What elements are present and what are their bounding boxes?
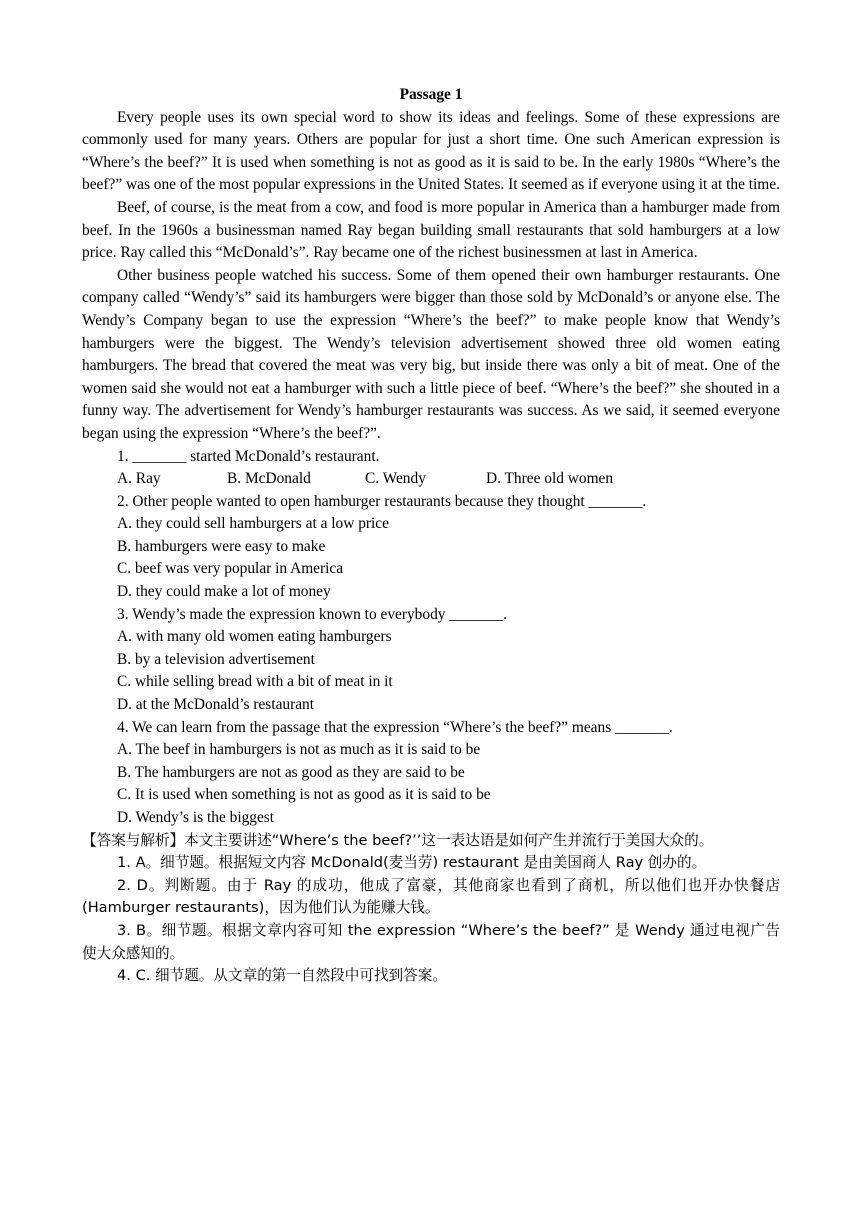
question-2-option-d: D. they could make a lot of money: [117, 583, 331, 601]
question-3-option-a: A. with many old women eating hamburgers: [117, 628, 392, 646]
question-1-option-b: B. McDonald: [227, 470, 311, 488]
question-4-option-b: B. The hamburgers are not as good as they are said to be: [117, 763, 465, 781]
answer-intro: 【答案与解析】本文主要讲述“Where’s the beef?’’这一表达语是如何产生并流行于美国大众的。: [82, 831, 714, 849]
question-3-stem: 3. Wendy’s made the expression known to everybody _______.: [117, 605, 508, 623]
question-3-option-b: B. by a television advertisement: [117, 650, 315, 668]
passage-paragraph-1: Every people uses its own special word to show its ideas and feelings. Some of these expressions are commonly used for many years. Others are popular for just a short time. One such American expression is “Where’s the beef?” It is used when something is not as good as it is said to be. In the early 1980s “Where’s the beef?” was one of the most popular expressions in the United States. It seemed as if everyone using it at the time.: [82, 108, 780, 194]
passage-title: Passage 1: [399, 86, 463, 103]
answer-item-1: 1. A。细节题。根据短文内容 McDonald(麦当劳) restaurant 是由美国商人 Ray 创办的。: [117, 854, 707, 872]
question-2-option-a: A. they could sell hamburgers at a low price: [117, 515, 389, 533]
question-2-option-c: C. beef was very popular in America: [117, 560, 344, 578]
answer-item-4: 4. C. 细节题。从文章的第一自然段中可找到答案。: [117, 967, 447, 985]
question-1-stem: 1. _______ started McDonald’s restaurant.: [117, 447, 380, 465]
question-1-options: [82, 468, 780, 491]
question-4-stem: 4. We can learn from the passage that the expression “Where’s the beef?” means _______.: [117, 718, 673, 736]
answer-item-2: 2. D。判断题。由于 Ray 的成功，他成了富豪，其他商家也看到了商机，所以他们也开办快餐店(Hamburger restaurants)，因为他们认为能赚大钱。: [82, 876, 780, 917]
question-1-option-c: C. Wendy: [365, 470, 426, 488]
question-4-option-c: C. It is used when something is not as good as it is said to be: [117, 786, 491, 804]
question-1-option-a: A. Ray: [117, 470, 161, 488]
question-2-stem: 2. Other people wanted to open hamburger restaurants because they thought _______.: [117, 492, 647, 510]
question-3-option-c: C. while selling bread with a bit of meat in it: [117, 673, 393, 691]
question-3-option-d: D. at the McDonald’s restaurant: [117, 696, 315, 714]
passage-paragraph-3: Other business people watched his success. Some of them opened their own hamburger restaurants. One company called “Wendy’s” said its hamburgers were bigger than those sold by McDonald’s or anyone else. The Wendy’s Company began to use the expression “Where’s the beef?” to make people know that Wendy’s hamburgers were the biggest. The Wendy’s television advertisement showed three old women eating hamburgers. The bread that covered the meat was very big, but inside there was only a bit of meat. One of the women said she would not eat a hamburger with such a little piece of beef. “Where’s the beef?” she shouted in a funny way. The advertisement for Wendy’s hamburger restaurants was success. As we said, it seemed everyone began using the expression “Where’s the beef?”.: [82, 266, 780, 442]
question-1-option-d: D. Three old women: [486, 470, 614, 488]
answer-item-3: 3. B。细节题。根据文章内容可知 the expression “Where’s the beef?” 是 Wendy 通过电视广告使大众感知的。: [82, 921, 780, 962]
question-4-option-d: D. Wendy’s is the biggest: [117, 809, 275, 826]
question-2-option-b: B. hamburgers were easy to make: [117, 537, 326, 555]
passage-paragraph-2: Beef, of course, is the meat from a cow, and food is more popular in America than a hamburger made from beef. In the 1960s a businessman named Ray began building small restaurants that sold hamburgers at a low price. Ray called this “McDonald’s”. Ray became one of the richest businessmen at last in America.: [82, 198, 780, 262]
question-4-option-a: A. The beef in hamburgers is not as much as it is said to be: [117, 741, 481, 759]
document-content: [82, 84, 780, 988]
